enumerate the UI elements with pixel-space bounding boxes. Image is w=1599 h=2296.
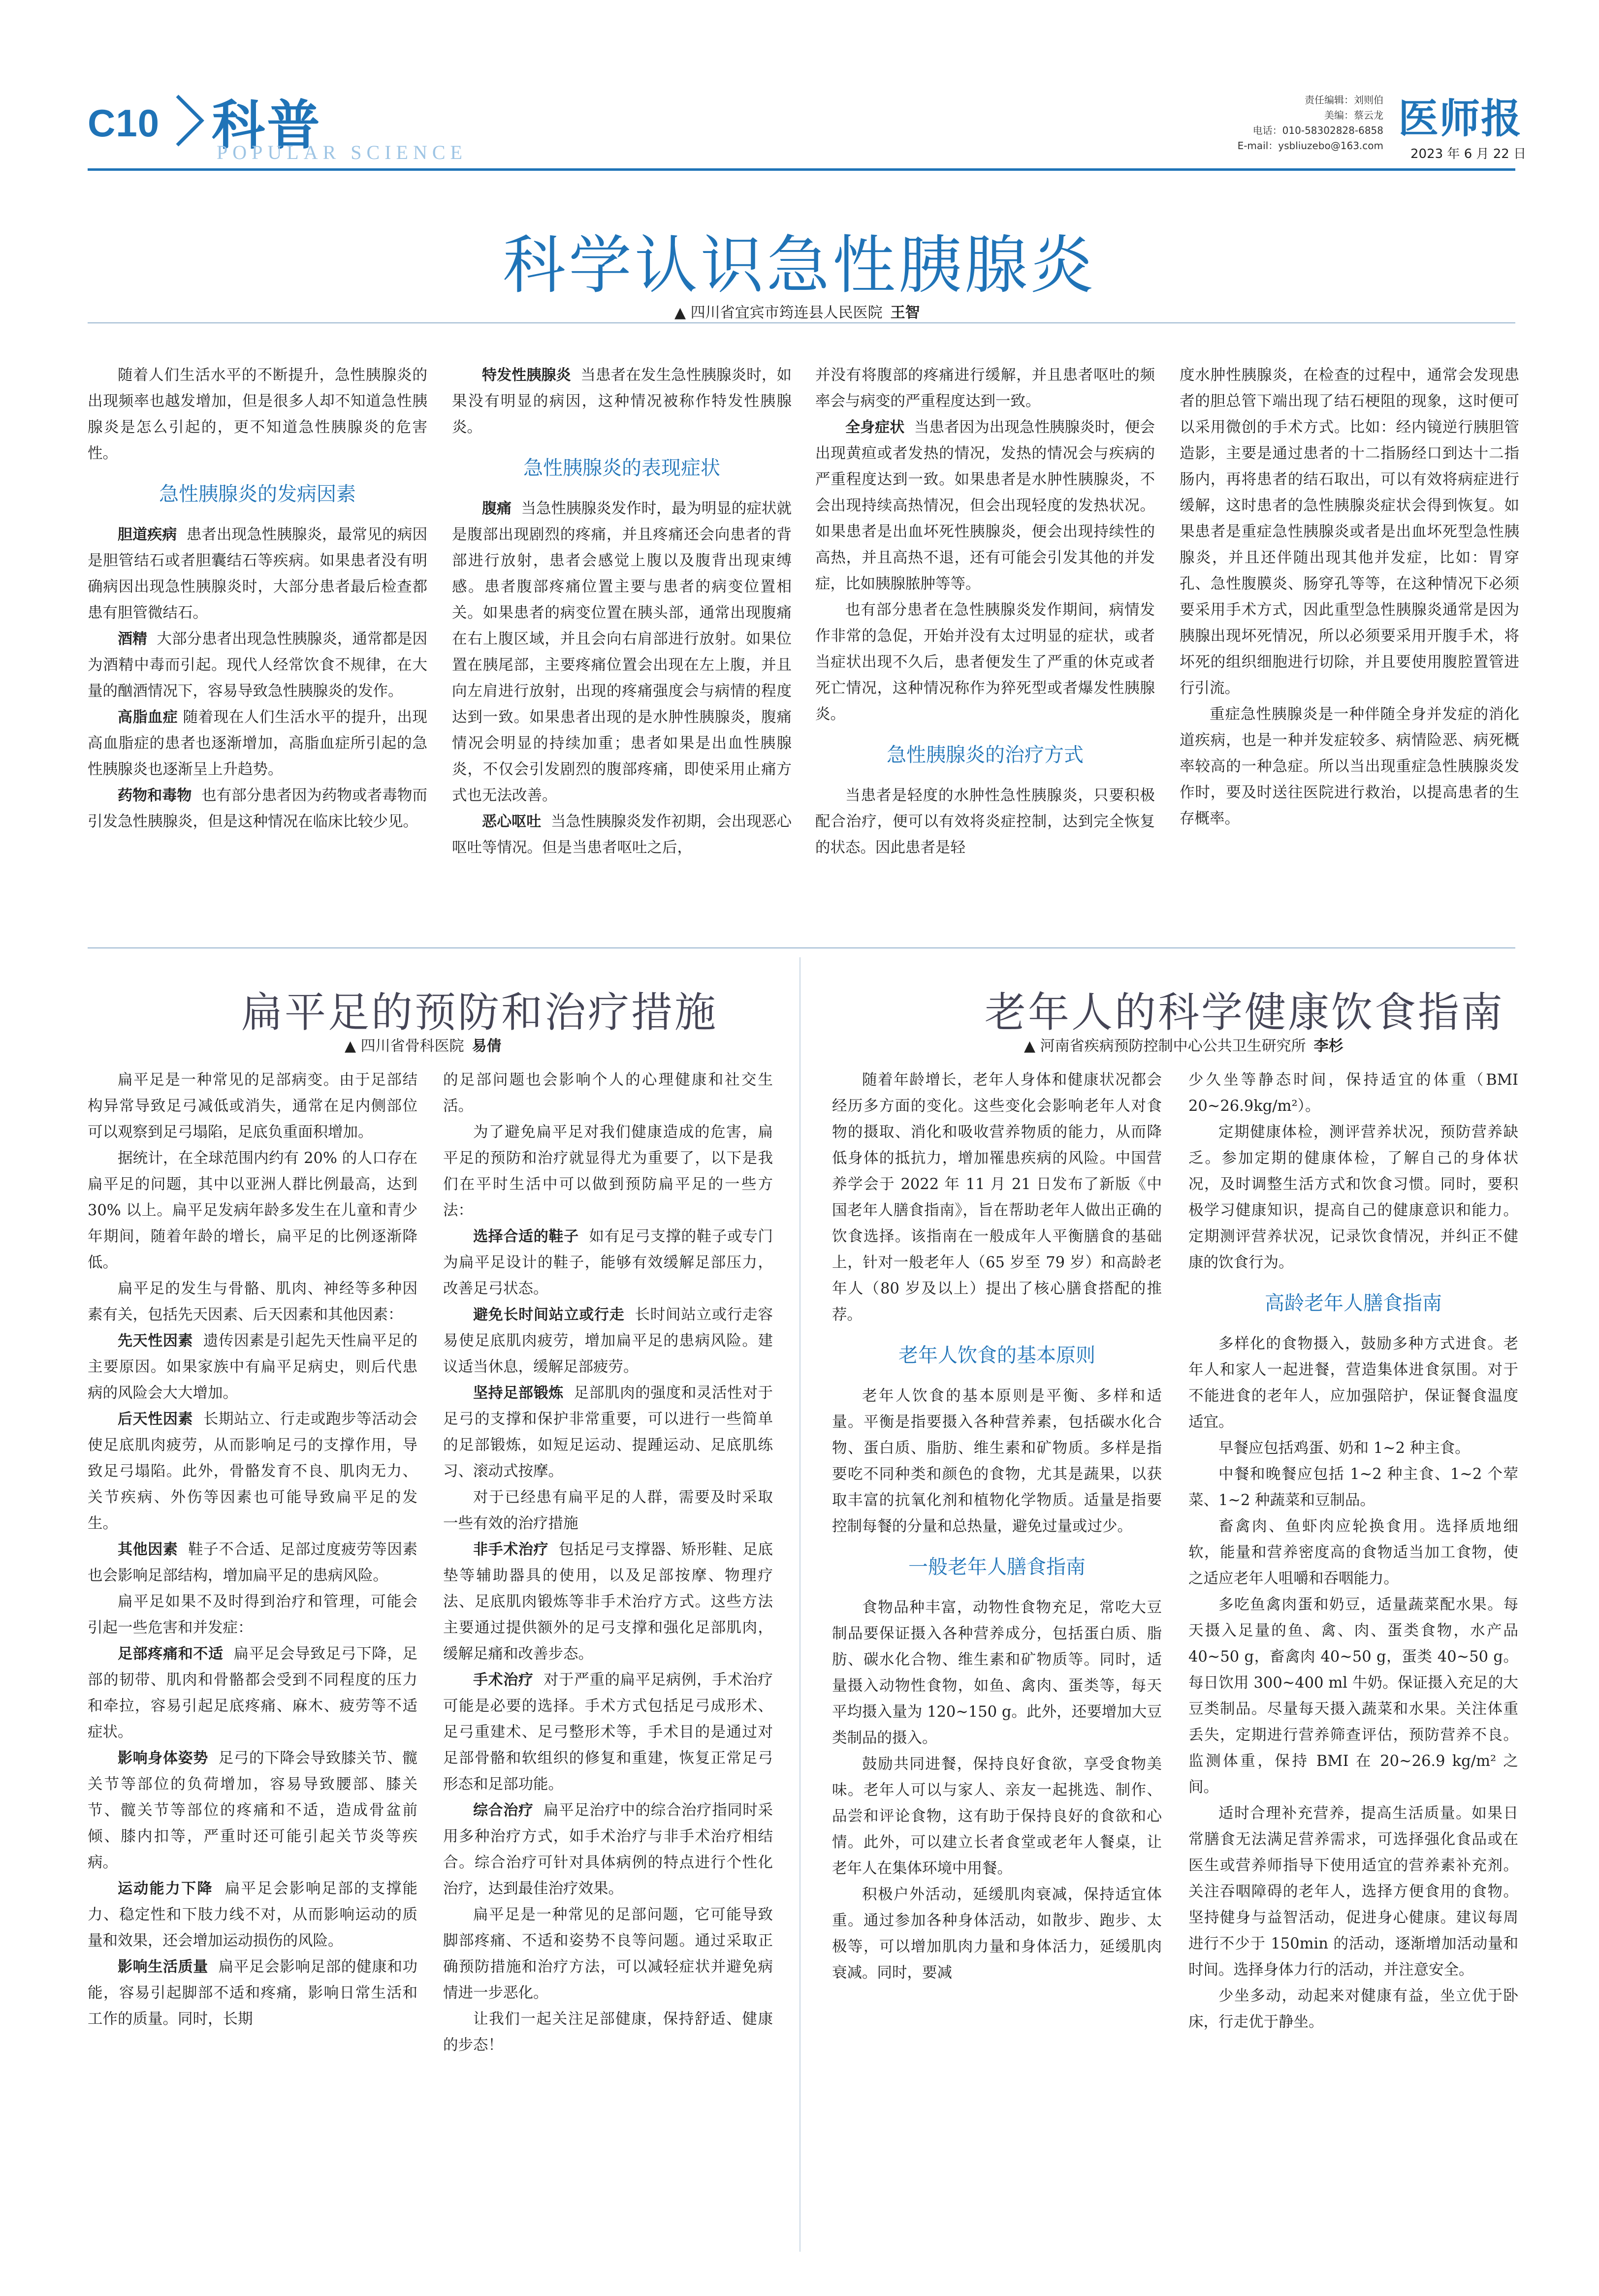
lead-term: 非手术治疗 [473, 1541, 549, 1558]
article-byline [345, 1034, 502, 1055]
article-byline [1024, 1034, 1343, 1055]
paragraph [443, 1537, 773, 1667]
article-column [1180, 362, 1519, 832]
paragraph: 老年人饮食的基本原则是平衡、多样和适量。平衡是指要摄入各种营养素，包括碳水化合物、蛋白质、脂肪、维生素和矿物质。多样是指要吃不同种类和颜色的食物，尤其是蔬果，以获取丰富的抗氧化剂和植物化学物质。适量是指要控制每餐的分量和总热量，避免过量或过少。 [832, 1387, 1162, 1535]
paragraph [443, 1380, 773, 1484]
paragraph [88, 704, 427, 783]
article-column [88, 362, 427, 835]
paragraph [88, 626, 427, 704]
paragraph: 当患者是轻度的水肿性急性胰腺炎，只要积极配合治疗，便可以有效将炎症控制，达到完全恢复的状态。因此患者是轻 [815, 787, 1155, 856]
paragraph: 并没有将腹部的疼痛进行缓解，并且患者呕吐的频率会与病变的严重程度达到一致。 [815, 367, 1155, 410]
paragraph: 少坐多动，动起来对健康有益，坐立优于卧床，行走优于静坐。 [1188, 1987, 1518, 2031]
article-column [1188, 1067, 1518, 2035]
paragraph [452, 362, 792, 440]
lead-term: 综合治疗 [473, 1802, 534, 1819]
paragraph-text: 患者出现急性胰腺炎，最常见的病因是胆管结石或者胆囊结石等疾病。如果患者没有明确病因出现急性胰腺炎时，大部分患者最后检查都患有胆管微结石。 [88, 526, 428, 622]
subheading: 老年人饮食的基本原则 [898, 1344, 1095, 1367]
paragraph [88, 1745, 417, 1876]
issue-date: 2023 年 6 月 22 日 [1410, 147, 1527, 161]
byline-org: ▲ 四川省骨科医院 [345, 1038, 464, 1055]
paragraph: 度水肿性胰腺炎，在检查的过程中，通常会发现患者的胆总管下端出现了结石梗阻的现象，这时便可以采用微创的手术方式。比如：经内镜逆行胰胆管造影，主要是通过患者的十二指肠经口到达十二指肠内，再将患者的结石取出，可以有效将病症进行缓解，这时患者的急性胰腺炎症状会得到恢复。如果患者是重症急性胰腺炎或者是出血坏死型急性胰腺炎，并且还伴随出现其他并发症，比如：胃穿孔、急性腹膜炎、肠穿孔等等，在这种情况下必须要采用手术方式，因此重型急性胰腺炎通常是因为胰腺出现坏死情况，所以必须要采用开腹手术，将坏死的组织细胞进行切除，并且要使用腹腔置管进行引流。 [1180, 367, 1519, 697]
article-column [443, 1067, 773, 2058]
paragraph: 的足部问题也会影响个人的心理健康和社交生活。 [443, 1071, 773, 1115]
lead-term: 避免长时间站立或行走 [473, 1306, 625, 1323]
section-subtitle: POPULAR SCIENCE [217, 141, 467, 163]
designer-line: 美编：蔡云龙 [1324, 109, 1383, 121]
paragraph-text: 扁平足会影响足部的健康和功能，容易引起脚部不适和疼痛，影响日常生活和工作的质量。同时，长期 [88, 1958, 418, 2028]
paragraph-text: 足部肌肉的强度和灵活性对于足弓的支撑和保护非常重要，可以进行一些简单的足部锻炼，如短足运动、提踵运动、足底肌练习、滚动式按摩。 [443, 1384, 773, 1480]
paragraph: 对于已经患有扁平足的人群，需要及时采取一些有效的治疗措施 [443, 1489, 773, 1532]
lead-term: 酒精 [118, 630, 148, 648]
paragraph: 畜禽肉、鱼虾肉应轮换食用。选择质地细软，能量和营养密度高的食物适当加工食物，使之适应老年人咀嚼和吞咽能力。 [1188, 1518, 1518, 1587]
paragraph: 为了避免扁平足对我们健康造成的危害，扁平足的预防和治疗就显得尤为重要了，以下是我们在平时生活中可以做到预防扁平足的一些方法： [443, 1124, 773, 1219]
paragraph-text: 长期站立、行走或跑步等活动会使足底肌肉疲劳，从而影响足弓的支撑作用，导致足弓塌陷。此外，骨骼发育不良、肌肉无力、关节疾病、外伤等因素也可能导致扁平足的发生。 [88, 1411, 418, 1532]
lead-term: 影响生活质量 [118, 1958, 208, 1976]
lead-term: 其他因素 [118, 1541, 178, 1558]
paragraph [443, 1224, 773, 1302]
phone-line: 电话：010-58302828-6858 [1252, 125, 1383, 136]
lead-term: 腹痛 [482, 500, 512, 517]
paragraph-text: 随着现在人们生活水平的提升，出现高血脂症的患者也逐渐增加，高脂血症所引起的急性胰腺炎也逐渐呈上升趋势。 [88, 709, 428, 778]
lead-term: 后天性因素 [118, 1411, 193, 1428]
lead-term: 坚持足部锻炼 [473, 1384, 564, 1402]
subheading: 高龄老年人膳食指南 [1265, 1292, 1442, 1315]
editor-info [1221, 93, 1383, 154]
paragraph-text: 遗传因素是引起先天性扁平足的主要原因。如果家族中有扁平足病史，则后代患病的风险会大大增加。 [88, 1332, 418, 1402]
article-title: 扁平足的预防和治疗措施 [241, 988, 718, 1037]
lead-term: 高脂血症 [118, 709, 178, 726]
newspaper-logo: 医师报 [1398, 95, 1523, 142]
divider [88, 947, 1515, 948]
lead-term: 先天性因素 [118, 1332, 193, 1350]
article-title: 科学认识急性胰腺炎 [502, 229, 1096, 302]
paragraph [88, 1328, 417, 1406]
paragraph [88, 1876, 417, 1954]
lead-term: 药物和毒物 [118, 787, 192, 804]
paragraph-text: 对于严重的扁平足病例，手术治疗可能是必要的选择。手术方式包括足弓成形术、足弓重建术、足弓整形术等，手术目的是通过对足部骨骼和软组织的修复和重建，恢复正常足弓形态和足部功能。 [443, 1671, 773, 1793]
section-title: 科普 [212, 95, 322, 157]
paragraph [88, 1406, 417, 1537]
paragraph: 据统计，在全球范围内约有 20% 的人口存在扁平足的问题，其中以亚洲人群比例最高，达到 30% 以上。扁平足发病年龄多发生在儿童和青少年期间，随着年龄的增长，扁平足的比例逐渐降低。 [88, 1150, 417, 1271]
article-byline [674, 300, 920, 322]
byline-org: ▲ 河南省疾病预防控制中心公共卫生研究所 [1024, 1038, 1306, 1055]
article-column [88, 1067, 417, 2032]
header-rule [88, 168, 1515, 171]
lead-term: 胆道疾病 [118, 526, 177, 543]
lead-term: 恶心呕吐 [482, 813, 542, 830]
paragraph: 随着年龄增长，老年人身体和健康状况都会经历多方面的变化。这些变化会影响老年人对食物的摄取、消化和吸收营养物质的能力，从而降低身体的抵抗力，增加罹患疾病的风险。中国营养学会于 2022 年 11 月 21 日发布了新版《中国老年人膳食指南》，旨在帮助老年人做出正确的饮食选择。该指南在一般成年人平衡膳食的基础上，针对一般老年人（65 岁至 79 岁）和高龄老年人（80 岁及以上）提出了核心膳食搭配的推荐。 [832, 1071, 1162, 1323]
paragraph-text: 也有部分患者因为药物或者毒物而引发急性胰腺炎，但是这种情况在临床比较少见。 [88, 787, 428, 830]
article-title: 老年人的科学健康饮食指南 [985, 988, 1505, 1037]
subheading: 急性胰腺炎的表现症状 [523, 457, 720, 479]
lead-term: 选择合适的鞋子 [473, 1228, 579, 1245]
paragraph-text: 包括足弓支撑器、矫形鞋、足底垫等辅助器具的使用，以及足部按摩、物理疗法、足底肌肉锻炼等非手术治疗方式。这些方法主要通过提供额外的足弓支撑和强化足部肌肉，缓解足痛和改善步态。 [443, 1541, 773, 1663]
paragraph [452, 809, 792, 861]
page-number: C10 [88, 101, 160, 145]
article-column [452, 362, 792, 861]
paragraph-text: 当急性胰腺炎发作初期，会出现恶心呕吐等情况。但是当患者呕吐之后， [452, 813, 792, 856]
paragraph [452, 496, 792, 809]
paragraph [88, 522, 427, 626]
paragraph-text: 长时间站立或行走容易使足底肌肉疲劳，增加扁平足的患病风险。建议适当休息，缓解足部疲劳。 [443, 1306, 773, 1376]
paragraph-text: 当患者因为出现急性胰腺炎时，便会出现黄疸或者发热的情况，发热的情况会与疾病的严重程度达到一致。如果患者是水肿性胰腺炎，不会出现持续高热情况，但会出现轻度的发热状况。如果患者是出血坏死性胰腺炎，便会出现持续性的高热，并且高热不退，还有可能会引发其他的并发症，比如胰腺脓肿等等。 [815, 419, 1155, 593]
paragraph-text: 扁平足会导致足弓下降，足部的韧带、肌肉和骨骼都会受到不同程度的压力和牵拉，容易引起足底疼痛、麻木、疲劳等不适症状。 [88, 1645, 418, 1741]
paragraph: 少久坐等静态时间，保持适宜的体重（BMI 20~26.9kg/m²）。 [1188, 1071, 1518, 1115]
paragraph: 随着人们生活水平的不断提升，急性胰腺炎的出现频率也越发增加，但是很多人却不知道急性胰腺炎是怎么引起的，更不知道急性胰腺炎的危害性。 [88, 367, 427, 462]
paragraph [443, 1797, 773, 1902]
paragraph-text: 当患者在发生急性胰腺炎时，如果没有明显的病因，这种情况被称作特发性胰腺炎。 [452, 367, 792, 436]
paragraph-text: 扁平足会影响足部的支撑能力、稳定性和下肢力线不对，从而影响运动的质量和效果，还会增加运动损伤的风险。 [88, 1880, 418, 1950]
paragraph: 适时合理补充营养，提高生活质量。如果日常膳食无法满足营养需求，可选择强化食品或在医生或营养师指导下使用适宜的营养素补充剂。关注吞咽障碍的老年人，选择方便食用的食物。坚持健身与益智活动，促进身心健康。建议每周进行不少于 150min 的活动，逐渐增加活动量和时间。选择身体力行的活动，并注意安全。 [1188, 1805, 1518, 1979]
divider [88, 322, 1515, 323]
article-column [815, 362, 1155, 861]
paragraph-text: 扁平足治疗中的综合治疗指同时采用多种治疗方式，如手术治疗与非手术治疗相结合。综合治疗可针对具体病例的特点进行个性化治疗，达到最佳治疗效果。 [443, 1802, 773, 1897]
email-line: E-mail：ysbliuzebo@163.com [1237, 140, 1383, 152]
lead-term: 全身症状 [845, 419, 905, 436]
paragraph: 多吃鱼禽肉蛋和奶豆，适量蔬菜配水果。每天摄入足量的鱼、禽、肉、蛋类食物，水产品 40~50 g，畜禽肉 40~50 g，蛋类 40~50 g。每日饮用 300~400 ml 牛奶。保证摄入充足的大豆类制品。尽量每天摄入蔬菜和水果。关注体重丢失，定期进行营养筛查评估，预防营养不良。监测体重，保持 BMI 在 20~26.9 kg/m² 之间。 [1188, 1596, 1518, 1796]
paragraph [443, 1302, 773, 1380]
paragraph: 鼓励共同进餐，保持良好食欲，享受食物美味。老年人可以与家人、亲友一起挑选、制作、品尝和评论食物，这有助于保持良好的食欲和心情。此外，可以建立长者食堂或老年人餐桌，让老年人在集体环境中用餐。 [832, 1756, 1162, 1877]
paragraph [88, 783, 427, 835]
paragraph-text: 鞋子不合适、足部过度疲劳等因素也会影响足部结构，增加扁平足的患病风险。 [88, 1541, 418, 1584]
paragraph: 也有部分患者在急性胰腺炎发作期间，病情发作非常的急促，开始并没有太过明显的症状，或者当症状出现不久后，患者便发生了严重的休克或者死亡情况，这种情况称作为猝死型或者爆发性胰腺炎。 [815, 601, 1155, 723]
paragraph-text: 大部分患者出现急性胰腺炎，通常都是因为酒精中毒而引起。现代人经常饮食不规律，在大量的酗酒情况下，容易导致急性胰腺炎的发作。 [88, 630, 428, 700]
paragraph [88, 1537, 417, 1589]
paragraph: 扁平足的发生与骨骼、肌肉、神经等多种因素有关，包括先天因素、后天因素和其他因素： [88, 1280, 417, 1323]
paragraph: 早餐应包括鸡蛋、奶和 1~2 种主食。 [1218, 1440, 1470, 1457]
paragraph-text: 如有足弓支撑的鞋子或专门为扁平足设计的鞋子，能够有效缓解足部压力，改善足弓状态。 [443, 1228, 773, 1297]
lead-term: 影响身体姿势 [118, 1750, 208, 1767]
paragraph: 中餐和晚餐应包括 1~2 种主食、1~2 个荤菜、1~2 种蔬菜和豆制品。 [1188, 1466, 1518, 1509]
paragraph [88, 1954, 417, 2032]
byline-author: 易倩 [472, 1038, 502, 1055]
byline-author: 王智 [890, 304, 920, 321]
paragraph [443, 1667, 773, 1797]
paragraph: 扁平足是一种常见的足部问题，它可能导致脚部疼痛、不适和姿势不良等问题。通过采取正确预防措施和治疗方法，可以减轻症状并避免病情进一步恶化。 [443, 1906, 773, 2002]
subheading: 急性胰腺炎的发病因素 [159, 483, 356, 505]
paragraph: 积极户外活动，延缓肌肉衰减，保持适宜体重。通过参加各种身体活动，如散步、跑步、太极等，可以增加肌肉力量和身体活力，延缓肌肉衰减。同时，要减 [832, 1886, 1162, 1981]
chevron-right-icon [172, 94, 207, 148]
byline-author: 李杉 [1313, 1038, 1343, 1055]
paragraph: 扁平足如果不及时得到治疗和管理，可能会引起一些危害和并发症： [88, 1593, 417, 1636]
lead-term: 足部疼痛和不适 [118, 1645, 224, 1663]
subheading: 一般老年人膳食指南 [908, 1556, 1086, 1578]
paragraph [815, 414, 1155, 597]
subheading: 急性胰腺炎的治疗方式 [887, 744, 1084, 766]
paragraph: 食物品种丰富，动物性食物充足，常吃大豆制品要保证摄入各种营养成分，包括蛋白质、脂肪、碳水化合物、维生素和矿物质等。同时，适量摄入动物性食物，如鱼、禽肉、蛋类等，每天平均摄入量为 120~150 g。此外，还要增加大豆类制品的摄入。 [832, 1599, 1162, 1747]
lead-term: 运动能力下降 [118, 1880, 213, 1897]
article-column [832, 1067, 1162, 1986]
editor-line: 责任编辑：刘则伯 [1305, 94, 1383, 106]
lead-term: 手术治疗 [473, 1671, 534, 1689]
lead-term: 特发性胰腺炎 [482, 367, 571, 384]
paragraph [88, 1641, 417, 1745]
paragraph-text: 足弓的下降会导致膝关节、髋关节等部位的负荷增加，容易导致腰部、膝关节、髋关节等部位的疼痛和不适，造成骨盆前倾、膝内扣等，严重时还可能引起关节炎等疾病。 [88, 1750, 418, 1871]
paragraph: 重症急性胰腺炎是一种伴随全身并发症的消化道疾病，也是一种并发症较多、病情险恶、病死概率较高的一种急症。所以当出现重症急性胰腺炎发作时，要及时送往医院进行救治，以提高患者的生存概率。 [1180, 706, 1519, 827]
paragraph: 定期健康体检，测评营养状况，预防营养缺乏。参加定期的健康体检，了解自己的身体状况，及时调整生活方式和饮食习惯。同时，要积极学习健康知识，提高自己的健康意识和能力。定期测评营养状况，记录饮食情况，并纠正不健康的饮食行为。 [1188, 1124, 1518, 1271]
byline-org: ▲ 四川省宜宾市筠连县人民医院 [674, 304, 883, 321]
paragraph: 多样化的食物摄入，鼓励多种方式进食。老年人和家人一起进餐，营造集体进食氛围。对于不能进食的老年人，应加强陪护，保证餐食温度适宜。 [1188, 1335, 1518, 1431]
paragraph: 扁平足是一种常见的足部病变。由于足部结构异常导致足弓减低或消失，通常在足内侧部位可以观察到足弓塌陷，足底负重面积增加。 [88, 1071, 417, 1141]
paragraph-text: 当急性胰腺炎发作时，最为明显的症状就是腹部出现剧烈的疼痛，并且疼痛还会向患者的背部进行放射，患者会感觉上腹以及腹背出现束缚感。患者腹部疼痛位置主要与患者的病变位置相关。如果患者的病变位置在胰头部，通常出现腹痛在右上腹区域，并且会向右肩部进行放射。如果位置在胰尾部，主要疼痛位置会出现在左上腹，并且向左肩进行放射，出现的疼痛强度会与病情的程度达到一致。如果患者出现的是水肿性胰腺炎，腹痛情况会明显的持续加重；患者如果是出血性胰腺炎，不仅会引发剧烈的腹部疼痛，即使采用止痛方式也无法改善。 [452, 500, 792, 804]
paragraph: 让我们一起关注足部健康，保持舒适、健康的步态！ [443, 2011, 773, 2054]
